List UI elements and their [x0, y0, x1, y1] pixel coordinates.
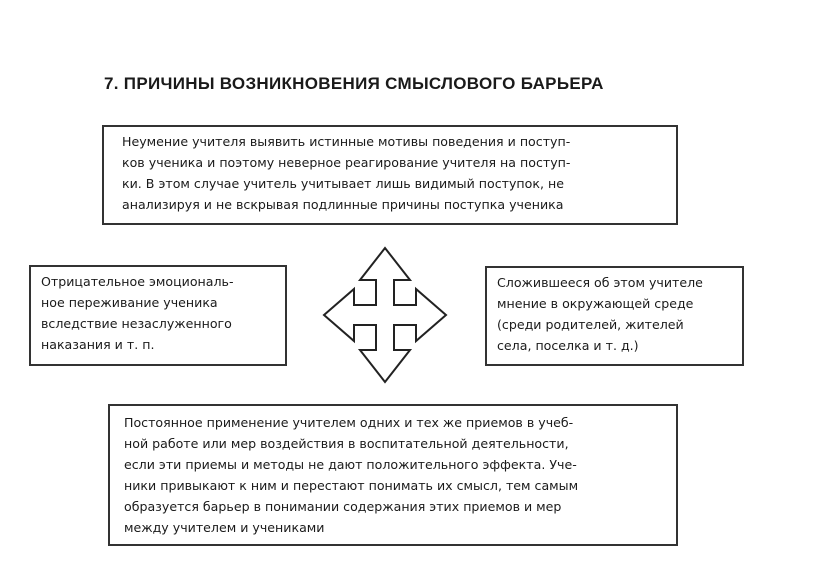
- cause-right-line: Сложившееся об этом учителе: [497, 275, 703, 290]
- cause-bottom-line: образуется барьер в понимании содержания этих приемов и мер: [124, 499, 562, 514]
- cause-bottom-line: если эти приемы и методы не дают положительного эффекта. Уче-: [124, 457, 577, 472]
- cause-top-line: ки. В этом случае учитель учитывает лишь видимый поступок, не: [122, 176, 564, 191]
- cause-left-line: ное переживание ученика: [41, 295, 218, 310]
- cause-box-left: [29, 265, 287, 366]
- cause-right-line: мнение в окружающей среде: [497, 296, 694, 311]
- cause-left-line: наказания и т. п.: [41, 337, 155, 352]
- diagram-title: 7. ПРИЧИНЫ ВОЗНИКНОВЕНИЯ СМЫСЛОВОГО БАРЬЕРА: [104, 74, 604, 93]
- four-way-arrow-icon: [322, 246, 448, 384]
- cause-box-top: [102, 125, 678, 225]
- cause-bottom-line: между учителем и учениками: [124, 520, 325, 535]
- cause-top-line: анализируя и не вскрывая подлинные причины поступка ученика: [122, 197, 564, 212]
- cause-bottom-line: ной работе или мер воздействия в воспитательной деятельности,: [124, 436, 569, 451]
- cause-bottom-line: ники привыкают к ним и перестают понимать их смысл, тем самым: [124, 478, 579, 493]
- cause-top-line: Неумение учителя выявить истинные мотивы поведения и поступ-: [122, 134, 571, 149]
- cause-top-line: ков ученика и поэтому неверное реагирование учителя на поступ-: [122, 155, 571, 170]
- cause-box-right: [485, 266, 744, 366]
- cause-left-line: Отрицательное эмоциональ-: [41, 274, 234, 289]
- cause-left-line: вследствие незаслуженного: [41, 316, 232, 331]
- four-way-arrow-shape: [324, 248, 446, 382]
- cause-bottom-line: Постоянное применение учителем одних и тех же приемов в учеб-: [124, 415, 574, 430]
- cause-box-bottom: [108, 404, 678, 546]
- cause-right-line: (среди родителей, жителей: [497, 317, 684, 332]
- cause-right-line: села, поселка и т. д.): [497, 338, 639, 353]
